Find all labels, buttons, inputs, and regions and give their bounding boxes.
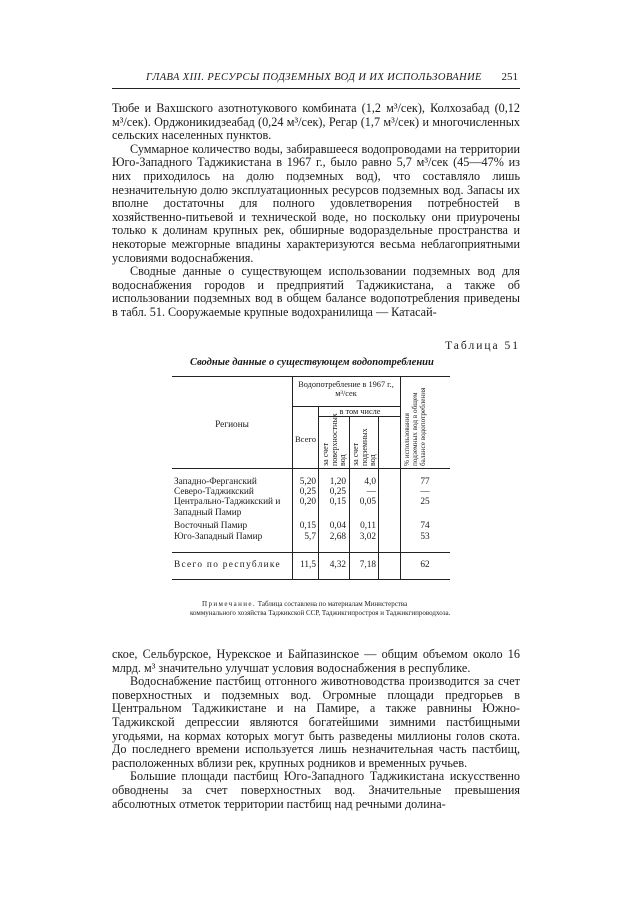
paragraph: Тюбе и Вахшского азотнотукового комбината (1,2 м³/сек), Колхозабад (0,12 м³/сек). Орджоникидзеабад (0,24 м³/сек), Регар (1,7 м³/сек) и многочисленных сельских населенных пунктов. bbox=[112, 101, 520, 143]
cell-surface: 0,25 bbox=[329, 487, 346, 497]
cell-total: 0,20 bbox=[299, 497, 316, 507]
paragraph: ское, Сельбурское, Нурекское и Байпазинское — общим объемом около 16 млрд. м³ значительно улучшат условия водоснабжения в республике. bbox=[112, 647, 520, 675]
header-percent: % использования подземных вод в общем балансе водопотребления bbox=[403, 387, 427, 466]
cell-ground: 0,11 bbox=[360, 521, 376, 531]
cell-region: Всего по республике bbox=[174, 560, 281, 570]
cell-surface: 0,15 bbox=[329, 497, 346, 507]
header-consumption: Водопотребление в 1967 г., м³/сек bbox=[298, 380, 394, 399]
header-surface: за счет поверхностных вод bbox=[321, 413, 348, 466]
cell-surface: 0,04 bbox=[329, 521, 346, 531]
table-rule bbox=[172, 552, 450, 553]
cell-region: Западно-Ферганский bbox=[174, 477, 257, 487]
table-note bbox=[190, 600, 452, 617]
cell-total: 11,5 bbox=[300, 560, 316, 570]
cell-surface: 2,68 bbox=[329, 532, 346, 542]
paragraph: Суммарное количество воды, забиравшееся водопроводами на территории Юго-Западного Таджикистана в 1967 г., было равно 5,7 м³/сек (45—47% из них приходилось на долю подземных вод), что составляло лишь незначительную долю эксплуатационных ресурсов подземных вод. Запасы их вполне достаточны для полного удовлетворения потребностей в хозяйственно-питьевой и технической воде, но поскольку они приурочены только к долинам крупных рек, обширные водораздельные пространства и некоторые межгорные впадины характеризуются весьма неблагоприятными условиями водоснабжения. bbox=[112, 141, 520, 265]
paragraph: Водоснабжение пастбищ отгонного животноводства производится за счет поверхностных и подземных вод. Огромные площади предгорьев в Центральном Таджикистане и на Памире, а также равнины Южно-Таджикской депрессии являются богатейшими зимними пастбищными угодьями, на кормах которых могут быть разведены миллионы голов скота. До последнего времени используется лишь незначительная часть пастбищ, расположенных вблизи рек, крупных родников и временных ручьев. bbox=[112, 674, 520, 770]
table-rule bbox=[172, 468, 450, 469]
table-rule bbox=[318, 406, 319, 579]
paragraph: Большие площади пастбищ Юго-Западного Таджикистана искусственно обводнены за счет поверхностных вод. Значительные превышения абсолютных отметок территории пастбищ над речными долина- bbox=[112, 769, 520, 811]
cell-region: Центрально-Таджикский и Западный Памир bbox=[174, 497, 281, 518]
cell-percent: 74 bbox=[420, 521, 430, 531]
note-label: Примечание. bbox=[202, 600, 257, 608]
cell-region: Северо-Таджикский bbox=[174, 487, 254, 497]
note-text: Таблица составлена по материалам Министерства коммунального хозяйства Таджикской ССР, Таджикгипростроя и Таджикгипроводхоза. bbox=[190, 600, 451, 617]
cell-percent: 62 bbox=[420, 560, 430, 570]
table-rule bbox=[378, 416, 379, 579]
cell-ground: 3,02 bbox=[359, 532, 376, 542]
cell-percent: 77 bbox=[420, 477, 430, 487]
running-header bbox=[112, 68, 520, 89]
cell-surface: 1,20 bbox=[329, 477, 346, 487]
cell-ground: 4,0 bbox=[364, 477, 376, 487]
header-including: в том числе bbox=[339, 407, 381, 416]
page-number: 251 bbox=[501, 71, 518, 83]
table-title: Сводные данные о существующем водопотреблении bbox=[190, 357, 434, 368]
table-rule bbox=[349, 416, 350, 579]
cell-total: 5,7 bbox=[304, 532, 316, 542]
header-ground: за счет подземных вод bbox=[351, 428, 378, 466]
table-caption: Таблица 51 bbox=[445, 340, 520, 352]
cell-surface: 4,32 bbox=[329, 560, 346, 570]
body-text-top bbox=[112, 102, 520, 320]
cell-percent: 53 bbox=[420, 532, 430, 542]
cell-percent: — bbox=[420, 487, 430, 497]
data-table bbox=[172, 376, 450, 579]
cell-ground: — bbox=[366, 487, 376, 497]
cell-ground: 0,05 bbox=[359, 497, 376, 507]
paragraph: Сводные данные о существующем использовании подземных вод для водоснабжения городов и предприятий Таджикистана, а также об использовании подземных вод в общем балансе водопотребления приведены в табл. 51. Сооружаемые крупные водохранилища — Катасай- bbox=[112, 264, 520, 319]
table-rule bbox=[172, 376, 450, 377]
table-rule bbox=[172, 579, 450, 580]
cell-region: Восточный Памир bbox=[174, 521, 248, 531]
cell-total: 0,15 bbox=[299, 521, 316, 531]
cell-total: 0,25 bbox=[299, 487, 316, 497]
cell-ground: 7,18 bbox=[359, 560, 376, 570]
body-text-bottom bbox=[112, 648, 520, 811]
chapter-title: ГЛАВА XIII. РЕСУРСЫ ПОДЗЕМНЫХ ВОД И ИХ ИСПОЛЬЗОВАНИЕ bbox=[146, 72, 482, 83]
cell-percent: 25 bbox=[420, 497, 430, 507]
header-total: Всего bbox=[294, 434, 317, 444]
cell-total: 5,20 bbox=[299, 477, 316, 487]
cell-region: Юго-Западный Памир bbox=[174, 532, 263, 542]
header-regions: Регионы bbox=[215, 420, 249, 430]
